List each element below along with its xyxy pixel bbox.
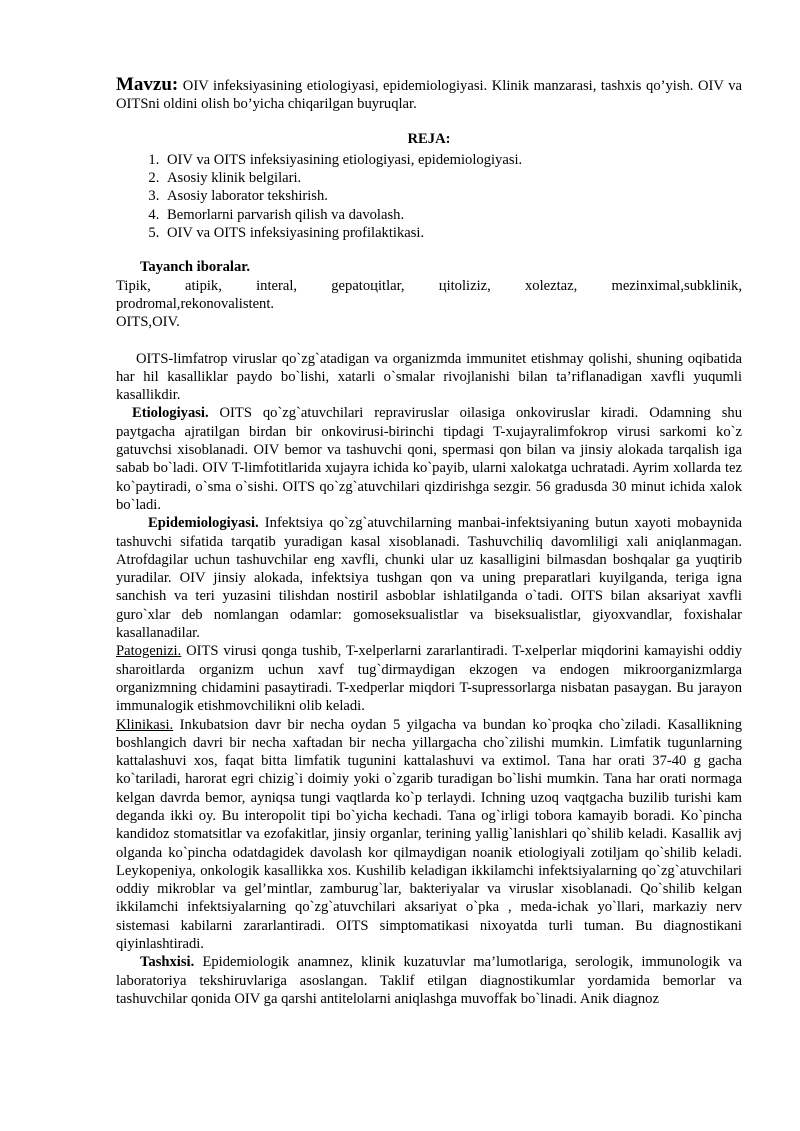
- etiology-text: OITS qo`zg`atuvchilari repraviruslar oilasiga onkoviruslar kiradi. Odamning shu paytgacha ajratilgan birdan bir onkovirusi-birinchi tipdagi T-xujayralimfokrop virusi sarkomi ko`z gatuvchsi xisoblanadi. OIV bemor va tashuvchi qoni, spermasi qon bilan va jinsiy alokada tarqalish iga sabab bo`ladi. OIV T-limfotitlarida xujayra ichida ko`payib, ularni xalokatga uchratadi. Ayrim xollarda tez ko`paytiradi, o`sma o`sishi. OITS qo`zg`atuvchilari qizdirishga sezgir. 56 gradusda 30 minut ichida xalok bo`ladi.: [116, 405, 742, 513]
- epidemiology-heading: Epidemiologiyasi.: [148, 515, 259, 532]
- etiology-heading: Etiologiyasi.: [132, 405, 209, 422]
- plan-item: 3. Asosiy laborator tekshirish.: [163, 187, 742, 205]
- plan-list: [116, 151, 742, 242]
- clinic-paragraph: [116, 716, 742, 954]
- pathogenesis-paragraph: [116, 642, 742, 715]
- pathogenesis-heading: Patogenizi.: [116, 643, 182, 660]
- diagnosis-text: Epidemiologik anamnez, klinik kuzatuvlar ma’lumotlariga, serologik, immunologik va laboratoriya tekshiruvlariga asoslangan. Taklif etilgan diagnostikumlar yordamida bemorlar va tashuvchilar qonida OIV ga qarshi antitelolarni aniqlashga muvoffak bo`linadi. Anik diagnoz: [116, 954, 742, 1007]
- keywords-title: Tayanch iboralar.: [140, 259, 251, 276]
- pathogenesis-text: OITS virusi qonga tushib, T-xelperlarni zararlantiradi. T-xelperlar miqdorini kamayishi oddiy sharoitlarda organizm uchun xavf tug`dirmaydigan ekzogen va endogen mikroorganizmlarga organizmning chidamini pasaytiradi. T-xedperlar miqdori T-supressorlarga nisbatan pasaygan. Bu jarayon immunalogik etishmovchilikni olib keladi.: [116, 643, 742, 715]
- plan-item: 4. Bemorlarni parvarish qilish va davolash.: [163, 206, 742, 224]
- epidemiology-text: Infektsiya qo`zg`atuvchilarning manbai-infektsiyaning butun xayoti mobaynida tashuvchi sifatida tarqatib yuradigan kasal xisoblanadi. Tashuvchiliq davomliligi xali aniqlanmagan. Atrofdagilar uchun tashuvchilar eng xavfli, chunki ular uz kasalligini bilmasdan boshqalar ga yuqtirib yuradilar. OIV jinsiy alokada, infektsiya tushgan qon va uning preparatlari kuyilganda, teriga igna sanchish va teri yuzasini tilishdan nostiril asboblar ishlatilganda o`tadi. OITS bilan aksariyat xavfli guro`xlar deb nomlangan odamlar: gomoseksualistlar va biseksualistlar, giyoxvandlar, foxishalar kasallanadilar.: [116, 515, 742, 642]
- clinic-heading: Klinikasi.: [116, 716, 174, 733]
- topic-text: OIV infeksiyasining etiologiyasi, epidemiologiyasi. Klinik manzarasi, tashxis qo’yish. OIV va OITSni oldini olish bo’yicha chiqarilgan buyruqlar.: [116, 78, 742, 113]
- diagnosis-heading: Tashxisi.: [140, 954, 195, 971]
- keywords-line: OITS,OIV.: [116, 314, 180, 331]
- document-body: [116, 76, 742, 1008]
- diagnosis-paragraph: [116, 953, 742, 1008]
- intro-paragraph: OITS-limfatrop viruslar qo`zg`atadigan va organizmda immunitet etishmay qolishi, shuning oqibatida har hil kasalliklar paydo bo`lishi, xatarli o`smalar rivojlanishi bilan ta’riflanadigan xavfli yuqumli kasallikdir.: [116, 350, 742, 404]
- plan-item: 2. Asosiy klinik belgilari.: [163, 169, 742, 187]
- plan-title: REJA:: [407, 130, 451, 147]
- plan-item: 1. OIV va OITS infeksiyasining etiologiyasi, epidemiologiyasi.: [163, 151, 742, 169]
- keywords-line: prodromal,rekonovalistent.: [116, 295, 275, 312]
- etiology-paragraph: [116, 404, 742, 514]
- epidemiology-paragraph: [116, 514, 742, 642]
- topic-label: Mavzu:: [116, 74, 179, 95]
- plan-item: 5. OIV va OITS infeksiyasining profilaktikasi.: [163, 224, 742, 242]
- keywords-line: Tipik, atipik, interal, gepatoцitlar, цitoliziz, xoleztaz, mezinximal,subklinik,: [116, 277, 742, 294]
- topic-paragraph: [116, 76, 742, 114]
- clinic-text: Inkubatsion davr bir necha oydan 5 yilgacha va bundan ko`proqka cho`ziladi. Kasallikning boshlangich davri bir necha xaftadan bir necha yillargacha cho`zilishi mumkin. Limfatik tugunlarning kattalashuvi xos, faqat bitta limfatik tugunini kattalashuvi va extimol. Tana har orati 37-40 g gacha ko`tariladi, harorat egri chizig`i doimiy yoki o`zgarib turadigan bo`lishi mumkin. Tana har orati normaga kelgan davrda bemor, ayniqsa tungi vaqtlarda ko`p terlaydi. Ichning uzoq vaqtgacha buzilib turishi kam deganda ikki oy. Bu interopolit tipi bo`yicha kechadi. Tana og`irligi tobora kamayib boradi. Ko`pincha kandidoz stomatsitlar va ezofakitlar, jinsiy organlar, terining yallig`lanishlari qo`shilib keladi. Kasallik avj olganda ko`pincha odatdagidek davolash kor qilmaydigan noanik etiologiyali zotiljam qo`shilib keladi. Leykopeniya, onkologik kasallikka xos. Kushilib keladigan ikkilamchi infektsiyalarning qo`zg`atuvchilari oddiy mikroblar va gel’mintlar, zamburug`lar, bakteriyalar va viruslar xisoblanadi. Qo`shilib kelgan ikkilamchi infektsiyalarning qo`zg`atuvchilari aksariyat o`pka , meda-ichak yo`llari, markaziy nerv sistemasi kabilarni zararlantiradi. OITS simptomatikasi nixoyatda turli tuman. Bu diagnostikani qiyinlashtiradi.: [116, 716, 742, 953]
